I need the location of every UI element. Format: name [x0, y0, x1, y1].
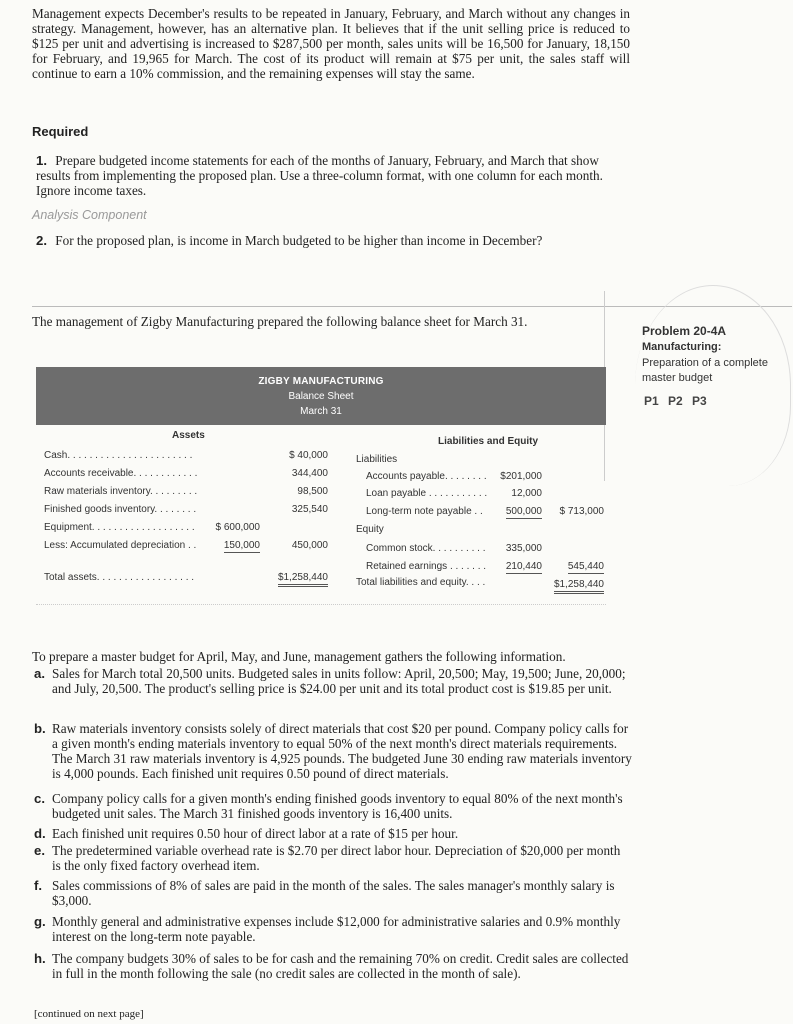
item-text: Prepare budgeted income statements for each of the months of January, February, and March that show results from implementing the proposed plan. Use a three-column format, with one column for each month. Ignore income taxes. [36, 153, 603, 198]
balance-sheet-header [36, 367, 606, 425]
item-letter: e. [34, 843, 45, 858]
item-text: Sales for March total 20,500 units. Budgeted sales in units follow: April, 20,500; May, 19,500; June, 20,000; and July, 20,500. The product's selling price is $24.00 per unit and its total product cost is $19.85 per unit. [52, 666, 626, 696]
total-assets-value: $1,258,440 [278, 572, 328, 587]
learning-objectives: P1 P2 P3 [644, 394, 707, 408]
required-item-2 [36, 233, 630, 248]
raw-materials-label: Raw materials inventory. . . . . . . . . [44, 486, 198, 497]
item-text: The company budgets 30% of sales to be for cash and the remaining 70% on credit. Credit sales are collected in full in the month following the sale (no credit sales are collected in the month of sale). [52, 951, 629, 981]
statement-date: March 31 [300, 406, 342, 417]
raw-materials-value: 98,500 [297, 486, 328, 497]
equipment-label: Equipment. . . . . . . . . . . . . . . . . . . [44, 522, 195, 533]
total-le-label: Total liabilities and equity. . . . [356, 577, 486, 588]
ar-label: Accounts receivable. . . . . . . . . . . . [44, 468, 198, 479]
intro-paragraph: Management expects December's results to be repeated in January, February, and March without any changes in strategy. Management, however, has an alternative plan. It believes that if the unit selling price is reduced to $125 per unit and advertising is increased to $287,500 per month, sales units will be 16,500 for January, 18,150 for February, and 19,965 for March. The cost of its product will remain at $75 per unit, the sales staff will continue to earn a 10% commission, and the remaining expenses will stay the same. [32, 6, 630, 81]
item-text: Company policy calls for a given month's ending finished goods inventory to equal 80% of the next month's budgeted unit sales. The March 31 finished goods inventory is 16,400 units. [52, 791, 623, 821]
retained-earnings-value: 210,440 [505, 561, 542, 572]
master-budget-intro: To prepare a master budget for April, May, and June, management gathers the following information. [32, 649, 566, 664]
total-assets-label: Total assets. . . . . . . . . . . . . . . . . . [44, 572, 195, 583]
balance-sheet-bottom-rule [36, 604, 606, 605]
continued-note: [continued on next page] [34, 1008, 144, 1020]
equity-label: Equity [356, 524, 384, 535]
item-letter: a. [34, 666, 45, 681]
item-letter: f. [34, 878, 43, 893]
long-term-note-value: 500,000 [505, 506, 542, 517]
required-heading: Required [32, 124, 89, 139]
item-letter: d. [34, 826, 46, 841]
ap-value: $201,000 [500, 471, 542, 482]
problem-description: Preparation of a complete master budget [642, 357, 768, 384]
common-stock-label: Common stock. . . . . . . . . . [366, 543, 486, 554]
common-stock-value: 335,000 [505, 543, 542, 554]
long-term-note-label: Long-term note payable . . [366, 506, 483, 517]
net-equipment-value: 450,000 [291, 540, 328, 551]
item-letter: b. [34, 721, 46, 736]
loan-label: Loan payable . . . . . . . . . . . [366, 488, 488, 499]
loan-value: 12,000 [511, 488, 542, 499]
finished-goods-value: 325,540 [291, 504, 328, 515]
item-text: Sales commissions of 8% of sales are paid in the month of the sales. The sales manager's monthly salary is $3,000. [52, 878, 615, 908]
item-text: Raw materials inventory consists solely of direct materials that cost $20 per pound. Company policy calls for a given month's ending materials inventory to equal 50% of the next month's direct materials requirements. The March 31 raw materials inventory is 4,925 pounds. The budgeted June 30 ending raw materials inventory is 4,000 pounds. Each finished unit requires 0.50 pound of direct materials. [52, 721, 632, 781]
statement-name: Balance Sheet [288, 391, 354, 402]
accum-depreciation-value: 150,000 [223, 540, 260, 551]
item-number: 2. [36, 233, 47, 248]
item-number: 1. [36, 153, 47, 168]
accum-depreciation-label: Less: Accumulated depreciation . . [44, 540, 197, 551]
required-item-1 [36, 153, 630, 198]
problem-title: Problem 20-4A [642, 324, 727, 338]
ap-label: Accounts payable. . . . . . . . [366, 471, 487, 482]
problem-intro: The management of Zigby Manufacturing prepared the following balance sheet for March 31. [32, 314, 528, 329]
total-liabilities-value: $ 713,000 [559, 506, 604, 517]
retained-earnings-label: Retained earnings . . . . . . . [366, 561, 487, 572]
ar-value: 344,400 [291, 468, 328, 479]
item-text: The predetermined variable overhead rate is $2.70 per direct labor hour. Depreciation of $20,000 per month is the only fixed factory overhead item. [52, 843, 621, 873]
analysis-component-label: Analysis Component [32, 208, 147, 222]
item-text: Monthly general and administrative expenses include $12,000 for administrative salaries and 0.9% monthly interest on the long-term note payable. [52, 914, 621, 944]
item-letter: g. [34, 914, 46, 929]
total-le-value: $1,258,440 [554, 579, 604, 594]
problem-subtitle: Manufacturing: [642, 341, 722, 353]
item-letter: h. [34, 951, 46, 966]
item-text: Each finished unit requires 0.50 hour of direct labor at a rate of $15 per hour. [52, 826, 459, 841]
equipment-value: $ 600,000 [215, 522, 260, 533]
total-equity-value: 545,440 [567, 561, 604, 572]
margin-box [604, 291, 793, 481]
cash-value: $ 40,000 [289, 450, 328, 461]
assets-heading: Assets [172, 430, 205, 441]
liabilities-label: Liabilities [356, 454, 398, 465]
liabilities-equity-heading: Liabilities and Equity [438, 436, 539, 447]
item-text: For the proposed plan, is income in March budgeted to be higher than income in December? [55, 233, 543, 248]
company-name: ZIGBY MANUFACTURING [258, 376, 384, 387]
cash-label: Cash. . . . . . . . . . . . . . . . . . . . . . . [44, 450, 193, 461]
item-letter: c. [34, 791, 45, 806]
finished-goods-label: Finished goods inventory. . . . . . . . [44, 504, 197, 515]
